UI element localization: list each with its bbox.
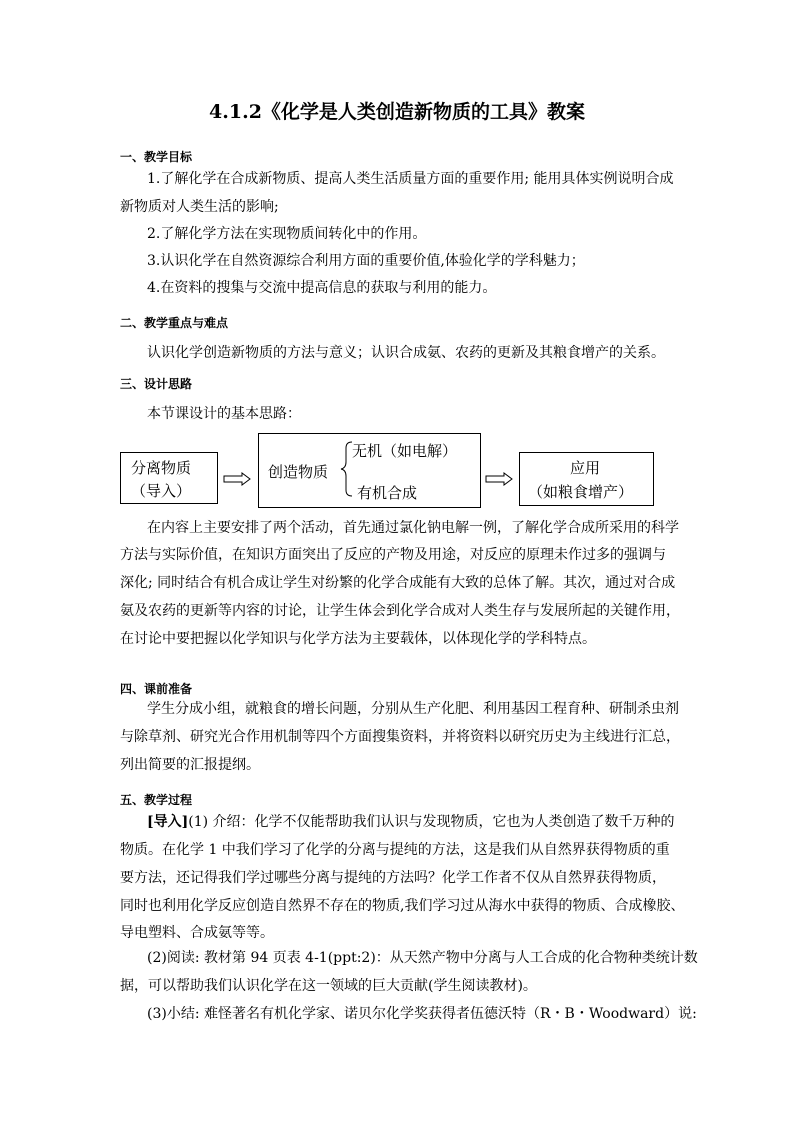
design-para-line-2: 方法与实际价值，在知识方面突出了反应的产物及用途，对反应的原理未作过多的强调与: [120, 547, 666, 563]
process-line-7: 据，可以帮助我们认识化学在这一领域的巨大贡献(学生阅读教材)。: [120, 978, 537, 994]
flow-box-separate-title: 分离物质: [131, 459, 192, 477]
section-heading-keypoints: 二、教学重点与难点: [120, 316, 229, 330]
objective-1b: 新物质对人类生活的影响;: [120, 199, 279, 215]
flow-box-separate-sub: （导入）: [131, 482, 192, 500]
flow-box-apply-title: 应用: [570, 459, 601, 477]
design-intro: 本节课设计的基本思路：: [147, 406, 301, 422]
process-line-5: 导电塑料、合成氨等等。: [120, 925, 274, 941]
process-line-3: 要方法，还记得我们学过哪些分离与提纯的方法吗？化学工作者不仅从自然界获得物质，: [120, 870, 666, 886]
flow-branch-inorganic: 无机（如电解）: [352, 442, 458, 460]
right-arrow-icon-2: [484, 472, 514, 486]
flow-box-apply-sub: （如粮食增产）: [528, 483, 634, 501]
section-heading-design: 三、设计思路: [120, 377, 193, 391]
process-line-8: (3)小结: 难怪著名有机化学家、诺贝尔化学奖获得者伍德沃特（R・B・Woodward）说:: [147, 1006, 697, 1022]
design-para-line-5: 在讨论中要把握以化学知识与化学方法为主要载体，以体现化学的学科特点。: [120, 631, 596, 647]
prep-line-1: 学生分成小组，就粮食的增长问题，分别从生产化肥、利用基因工程育种、研制杀虫剂: [147, 701, 679, 717]
objective-4: 4.在资料的搜集与交流中提高信息的获取与利用的能力。: [147, 280, 497, 296]
objective-2: 2.了解化学方法在实现物质间转化中的作用。: [147, 226, 427, 242]
objective-3: 3.认识化学在自然资源综合利用方面的重要价值,体验化学的学科魅力；: [147, 253, 585, 269]
keypoints-text: 认识化学创造新物质的方法与意义；认识合成氨、农药的更新及其粮食增产的关系。: [147, 345, 665, 361]
lead-in-tag: [导入]: [147, 814, 189, 830]
process-line-4: 同时也利用化学反应创造自然界不存在的物质,我们学习过从海水中获得的物质、合成橡胶、: [120, 898, 685, 914]
prep-line-2: 与除草剂、研究光合作用机制等四个方面搜集资料，并将资料以研究历史为主线进行汇总，: [120, 729, 680, 745]
prep-line-3: 列出简要的汇报提纲。: [120, 757, 260, 773]
section-heading-process: 五、教学过程: [120, 793, 193, 807]
process-line-6: (2)阅读: 教材第 94 页表 4-1(ppt:2)：从天然产物中分离与人工合成的化合物种类统计数: [147, 950, 698, 966]
section-heading-objectives: 一、教学目标: [120, 150, 193, 164]
flow-branch-organic: 有机合成: [357, 484, 418, 502]
process-line-1-text: (1) 介绍：化学不仅能帮助我们认识与发现物质，它也为人类创造了数千万种的: [188, 814, 675, 830]
section-heading-prep: 四、课前准备: [120, 682, 193, 696]
design-para-line-1: 在内容上主要安排了两个活动，首先通过氯化钠电解一例，了解化学合成所采用的科学: [147, 520, 679, 536]
process-line-1: [147, 808, 675, 836]
design-para-line-4: 氨及农药的更新等内容的讨论，让学生体会到化学合成对人类生存与发展所起的关键作用，: [120, 603, 680, 619]
design-para-line-3: 深化; 同时结合有机合成让学生对纷繁的化学合成能有大致的总体了解。其次，通过对合成: [120, 575, 676, 591]
flow-box-create-label: 创造物质: [268, 463, 329, 481]
process-line-2: 物质。在化学 1 中我们学习了化学的分离与提纯的方法，这是我们从自然界获得物质的重: [120, 842, 670, 858]
page-title: 4.1.2《化学是人类创造新物质的工具》教案: [209, 101, 585, 123]
objective-1a: 1.了解化学在合成新物质、提高人类生活质量方面的重要作用; 能用具体实例说明合成: [147, 171, 674, 187]
right-arrow-icon: [222, 472, 252, 486]
